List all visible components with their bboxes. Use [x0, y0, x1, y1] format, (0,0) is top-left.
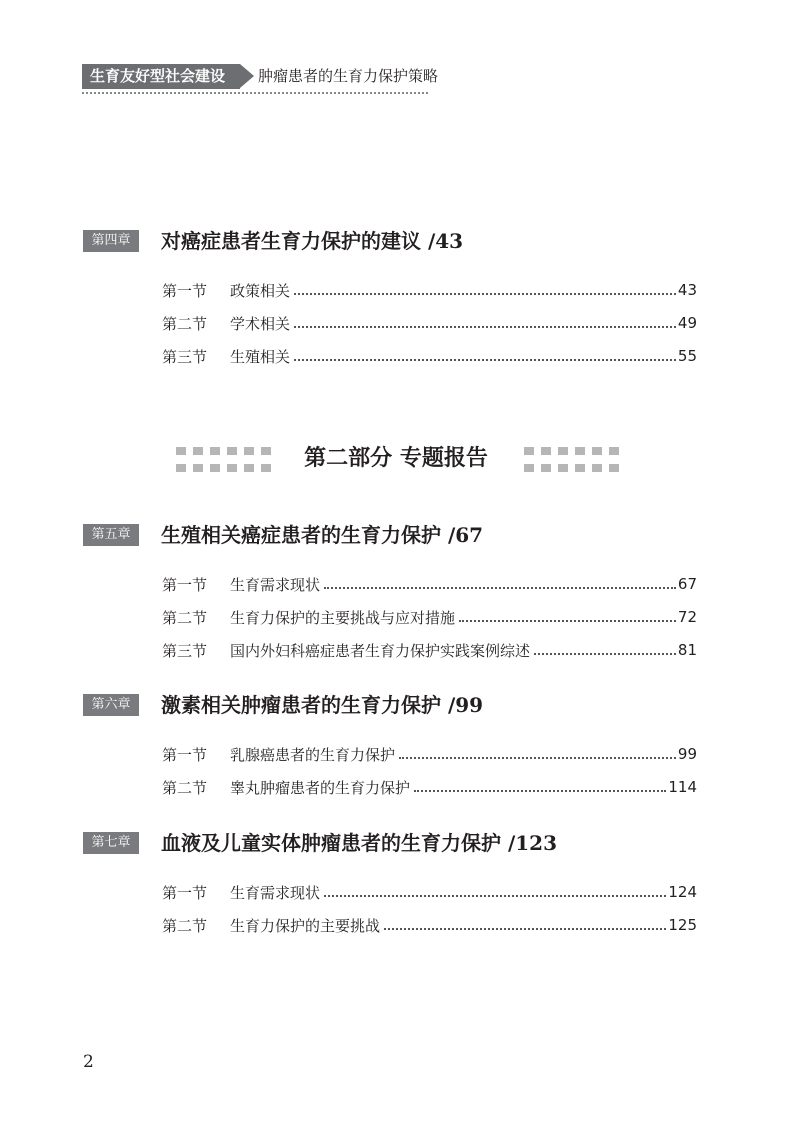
section-number: 第一节: [162, 745, 208, 764]
chapter-badge: 第六章: [83, 694, 139, 716]
toc-entry[interactable]: [162, 344, 697, 368]
toc-entry[interactable]: [162, 572, 697, 596]
page-number: 81: [677, 641, 697, 659]
chapter-4-heading[interactable]: [83, 227, 703, 257]
page-number: 43: [677, 281, 697, 299]
dot-leader: [294, 326, 676, 328]
section-title: 政策相关: [230, 281, 291, 300]
toc-entry[interactable]: [162, 742, 697, 766]
page-number: 124: [668, 883, 697, 901]
chapter-badge: 第七章: [83, 832, 139, 854]
section-title: 乳腺癌患者的生育力保护: [230, 745, 396, 764]
header-dotted-rule: [82, 92, 428, 94]
page-number: 125: [668, 916, 697, 934]
chapter-7-heading[interactable]: [83, 829, 703, 859]
toc-entry[interactable]: [162, 913, 697, 937]
toc-entry[interactable]: [162, 775, 697, 799]
section-number: 第二节: [162, 778, 208, 797]
section-title: 生育力保护的主要挑战: [230, 916, 381, 935]
section-title: 生育需求现状: [230, 883, 321, 902]
toc-entry[interactable]: [162, 638, 697, 662]
section-title: 生育需求现状: [230, 575, 321, 594]
dot-leader: [414, 790, 666, 792]
page-number: 67: [677, 575, 697, 593]
toc-entry[interactable]: [162, 278, 697, 302]
page-number: 55: [677, 347, 697, 365]
dot-leader: [324, 895, 666, 897]
chapter-badge: 第五章: [83, 524, 139, 546]
part-title: 第二部分 专题报告: [304, 446, 488, 471]
part-heading: [176, 442, 616, 476]
page-number: 114: [668, 778, 697, 796]
section-number: 第一节: [162, 281, 208, 300]
section-title: 生育力保护的主要挑战与应对措施: [230, 608, 456, 627]
page-number: 49: [677, 314, 697, 332]
dot-leader: [534, 653, 676, 655]
chapter-title: 血液及儿童实体肿瘤患者的生育力保护 /123: [161, 831, 558, 855]
page-number: 72: [677, 608, 697, 626]
chapter-title: 生殖相关癌症患者的生育力保护 /67: [161, 523, 484, 547]
chapter-6-heading[interactable]: [83, 691, 703, 721]
dot-leader: [384, 928, 666, 930]
section-number: 第一节: [162, 575, 208, 594]
section-title: 学术相关: [230, 314, 291, 333]
chapter-badge: 第四章: [83, 230, 139, 252]
book-title: 肿瘤患者的生育力保护策略: [258, 67, 439, 85]
dot-leader: [399, 757, 676, 759]
decorative-squares-right: [524, 447, 616, 473]
dot-leader: [459, 620, 676, 622]
page-number: 99: [677, 745, 697, 763]
page-folio: 2: [83, 1052, 94, 1072]
section-number: 第二节: [162, 314, 208, 333]
chapter-title: 激素相关肿瘤患者的生育力保护 /99: [161, 693, 484, 717]
section-title: 睾丸肿瘤患者的生育力保护: [230, 778, 411, 797]
section-number: 第二节: [162, 916, 208, 935]
chapter-5-heading[interactable]: [83, 521, 703, 551]
section-number: 第三节: [162, 641, 208, 660]
dot-leader: [324, 587, 676, 589]
chapter-title: 对癌症患者生育力保护的建议 /43: [161, 229, 464, 253]
toc-entry[interactable]: [162, 311, 697, 335]
toc-entry[interactable]: [162, 880, 697, 904]
section-number: 第二节: [162, 608, 208, 627]
section-number: 第一节: [162, 883, 208, 902]
section-number: 第三节: [162, 347, 208, 366]
dot-leader: [294, 359, 676, 361]
running-header: [82, 64, 439, 94]
section-title: 国内外妇科癌症患者生育力保护实践案例综述: [230, 641, 531, 660]
section-title: 生殖相关: [230, 347, 291, 366]
series-tab: 生育友好型社会建设: [82, 64, 240, 89]
toc-entry[interactable]: [162, 605, 697, 629]
dot-leader: [294, 293, 676, 295]
